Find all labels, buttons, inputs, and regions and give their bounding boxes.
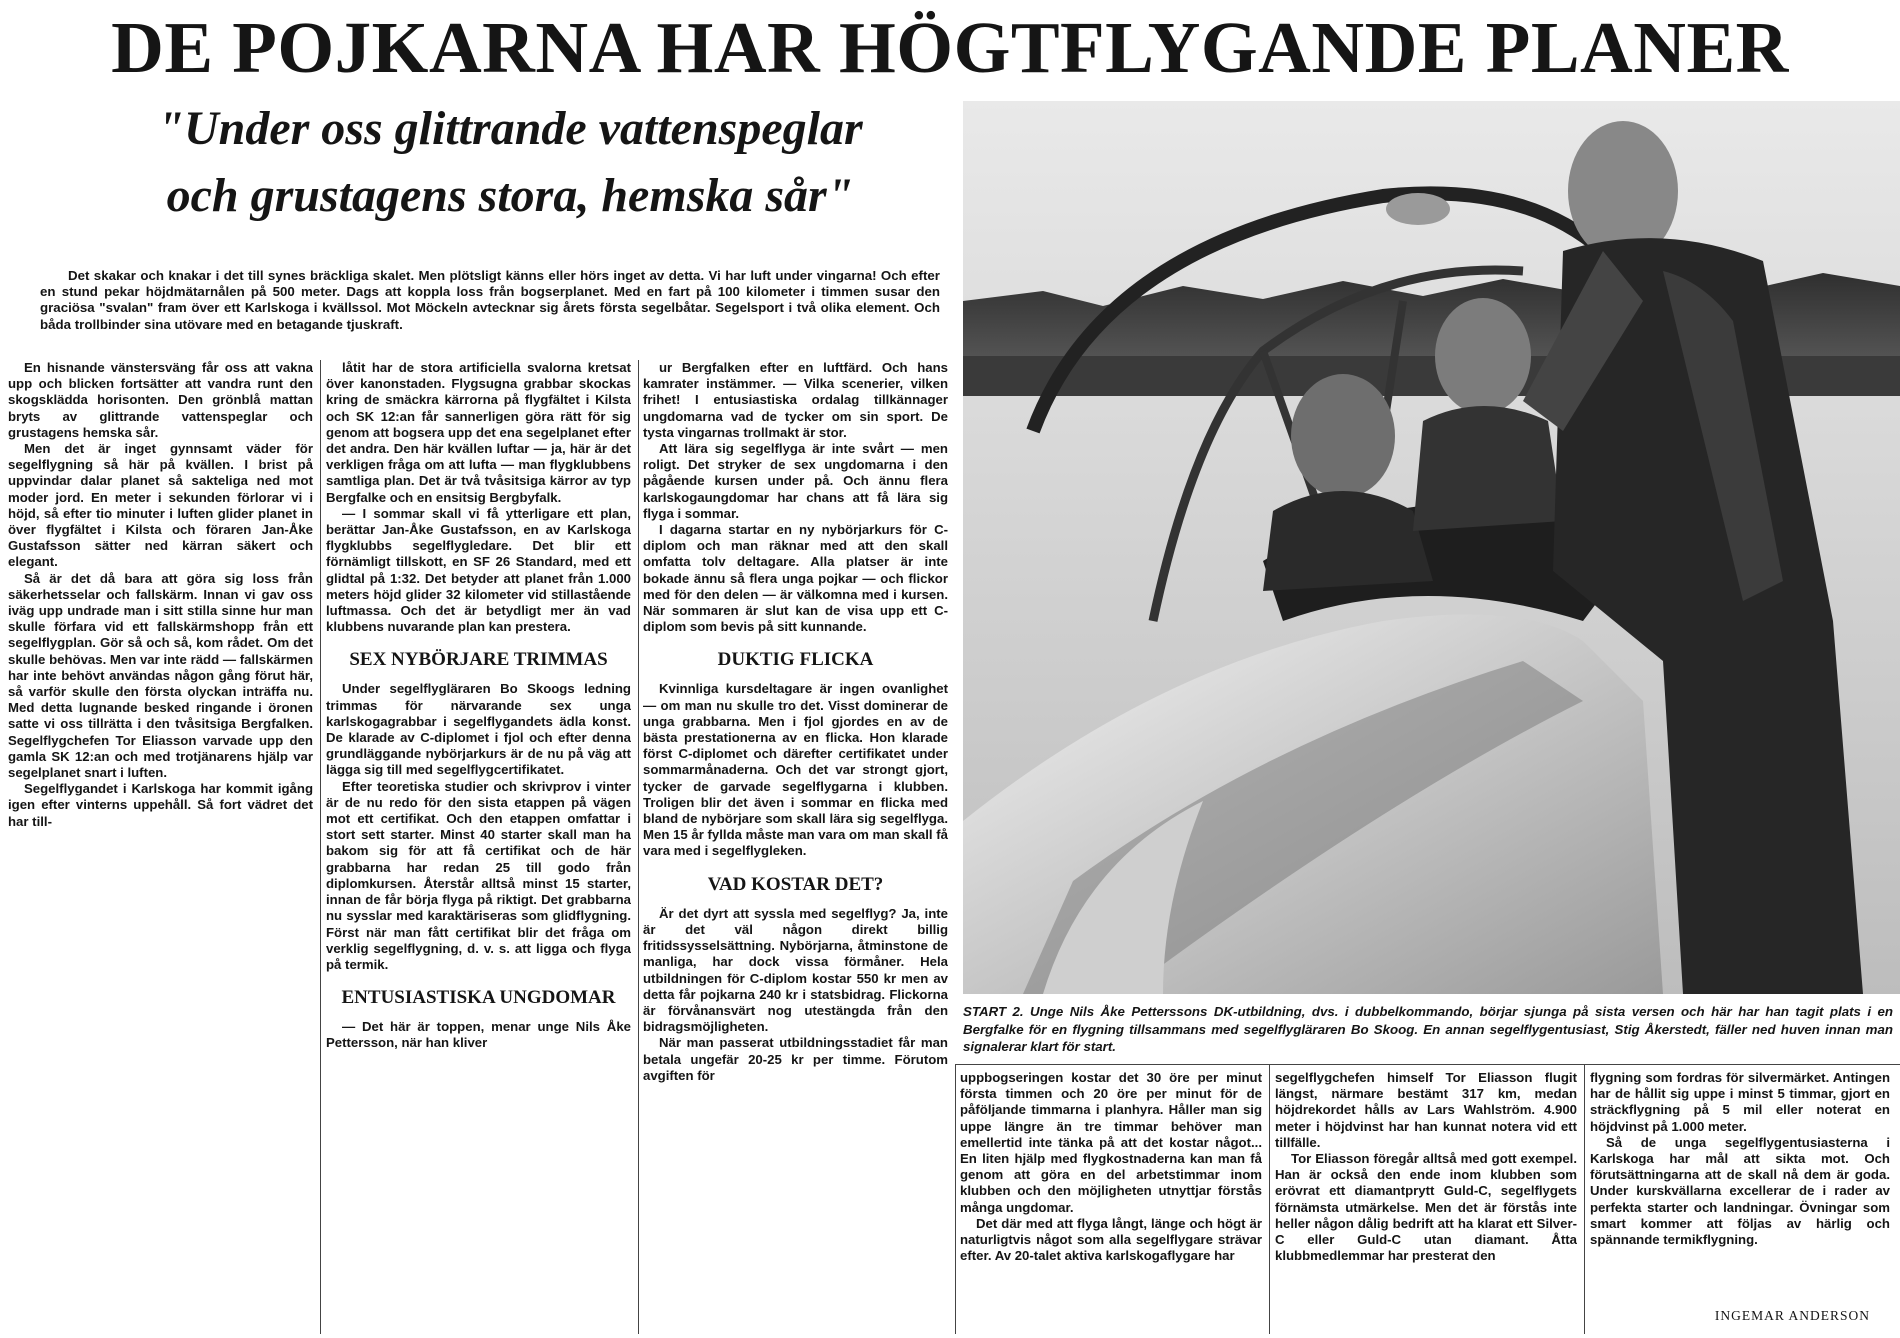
column-divider (1584, 1064, 1585, 1334)
paragraph: Är det dyrt att syssla med segelflyg? Ja, inte är det väl någon direkt billig fritidssysselsättning. Nybörjarna, åtminstone de manliga, har dock vissa förmåner. Hela utbildningen för C-diplom kostar 550 kr men av detta får pojkarna 240 kr i statsbidrag. Flickorna är förvånansvärt nog utestängda från den bidragsmöjligheten. (643, 905, 948, 1035)
column-divider (638, 360, 639, 1334)
subheadline-line1: "Under oss glittrande vattenspeglar (157, 102, 863, 155)
section-heading: ENTUSIASTISKA UNGDOMAR (341, 987, 616, 1009)
paragraph: Så är det då bara att göra sig loss från säkerhetsselar och fallskärm. Innan vi gav oss iväg upp undrade man i sitt stilla sinne hur man skulle förfara vid ett fallskärmshopp från ett segelflygplan. Gör så och så, kom rådet. Om det skulle behövas. Men var inte rädd — fallskärmen har inte behövt användas någon gång förut här, så varför skulle den första olyckan inträffa nu. Med detta lugnande besked ringande i öronen satte vi oss tillrätta i den tvåsitsiga Bergfalken. Segelflygchefen Tor Eliasson varvade upp den gamla SK 12:an och med trotjänarens hjälp var segelplanet snart i luften. (8, 570, 313, 781)
paragraph: uppbogseringen kostar det 30 öre per minut första timmen och 20 öre per minut för de påföljande timmarna i planhyra. Håller man sig uppe längre än tre timmar behöver man emellertid inte tänka på att det kostar något... En liten hjälp med flygkostnaderna kan man få genom att göra en del arbetstimmar inom klubben och den möjligheten utnyttjar förstås många ungdomar. (960, 1070, 1262, 1215)
paragraph: ur Bergfalken efter en luftfärd. Och hans kamrater instämmer. — Vilka scenerier, vilken frihet! I entusiastiska ordalag tillkännager ungdomarna vad de tycker om sin sport. De tysta vingarnas trollmakt är stor. (643, 360, 948, 440)
paragraph: Under segelflygläraren Bo Skoogs ledning trimmas för närvarande sex unga karlskogagrabbar i segelflygandets ädla konst. De klarade av C-diplomet i fjol och efter denna grundläggande nybörjarkurs är de nu på väg att lägga sig till med segelflygcertifikatet. (326, 681, 631, 778)
column-divider (320, 360, 321, 1334)
article-column-4 (960, 1070, 1262, 1332)
paragraph: Så de unga segelflygentusiasterna i Karlskoga har mål att sikta mot. Och förutsättningarna att de skall nå dem är goda. Under kurskvällarna excellerar de i rader av perfekta starter och landningar. Övningar som smart kommer att följas av härlig och spännande termikflygning. (1590, 1134, 1890, 1248)
article-column-1 (8, 360, 313, 970)
caption-rule (955, 1064, 1900, 1065)
lead-paragraph: Det skakar och knakar i det till synes bräckliga skalet. Men plötsligt känns eller hörs inget av detta. Vi har luft under vingarna! Och efter en stund pekar höjdmätarnålen på 500 meter. Dags att koppla loss från bogserplanet. Med en fart på 100 kilometer i timmen susar den graciösa "svalan" fram över ett Karlskoga i kvällssol. Mot Möckeln avtecknar sig årets första segelbåtar. Segelsport i två olika element. Och båda trollbinder sina utövare med en betagande tjuskraft. (40, 268, 940, 332)
paragraph: Tor Eliasson föregår alltså med gott exempel. Han är också den ende inom klubben som erövrat ett diamantprytt Guld-C, segelflygets förnämsta utmärkelse. Men det är förstås inte heller någon dålig bedrift att ha klarat ett Silver-C eller Guld-C utan diamant. Åtta klubbmedlemmar har presterat den (1275, 1151, 1577, 1264)
article-column-2 (326, 360, 631, 1335)
article-column-3 (643, 360, 948, 1335)
paragraph: Efter teoretiska studier och skrivprov i vinter är de nu redo för den sista etappen på vägen mot ett certifikat. Och den etappen omfattar i stort sett starter. Minst 40 starter skall man ha bakom sig för att få certifikat och de här grabbarna har redan 25 till godo från diplomkursen. Återstår alltså minst 15 starter, innan de får börja flyga på riktigt. Det grabbarna nu sysslar med karaktäriseras som glidflygning. Först när man fått certifikat blir det fråga om verklig segelflygning, d. v. s. att ligga och flyga på termik. (326, 778, 631, 972)
paragraph: — Det här är toppen, menar unge Nils Åke Pettersson, när han kliver (326, 1019, 631, 1051)
paragraph: — I sommar skall vi få ytterligare ett plan, berättar Jan-Åke Gustafsson, en av Karlskoga flygklubbs segelflygledare. Det blir ett förnämligt tillskott, en SF 26 Standard, med ett glidtal på 1:32. Det betyder att planet från 1.000 meters höjd glider 32 kilometer vid stillastående luftmassa. Och det är betydligt mer än vad klubbens nuvarande plan kan prestera. (326, 505, 631, 635)
byline: INGEMAR ANDERSON (1714, 1308, 1870, 1323)
article-column-6 (1590, 1070, 1890, 1302)
paragraph: Kvinnliga kursdeltagare är ingen ovanlighet — om man nu skulle tro det. Visst dominerar de unga grabbarna. Men i fjol gjordes en av de bästa prestationerna av en flicka. Hon klarade först C-diplomet och därefter certifikatet under sommarmånaderna. Och det var strongt gjort, tycker de garvade segelflygarna i klubben. Troligen blir det även i sommar en flicka med bland de nybörjare som skall lära sig segelflyga. Men 15 år fyllda måste man vara om man skall få vara med i segelflygleken. (643, 681, 948, 859)
photo-illustration (963, 101, 1900, 994)
section-heading: VAD KOSTAR DET? (707, 873, 884, 895)
paragraph: segelflygchefen himself Tor Eliasson flugit längst, närmare bestämt 317 km, medan höjdrekordet hålls av Lars Wahlström. 4.900 meter i höjdvinst har han kunnat notera vid ett tillfälle. (1275, 1070, 1577, 1150)
article-column-5 (1275, 1070, 1577, 1332)
paragraph: låtit har de stora artificiella svalorna kretsat över kanonstaden. Flygsugna grabbar skockas kring de smäckra kärrorna på flygfältet i Kilsta och SK 12:an får sannerligen göra rätt för sig genom att bogsera upp det ena segelplanet efter det andra. Den här kvällen luftar — ja, här är det verkligen fråga om att lufta — man flygklubbens samtliga plan. Det är två tvåsitsiga kärror av typ Bergfalke och en ensitsig Bergbyfalk. (326, 360, 631, 505)
paragraph: Men det är inget gynnsamt väder för segelflygning så här på kvällen. I brist på uppvindar dalar planet så sakteliga ned mot moder jord. En meter i sekunden förlorar vi i höjd, så efter tio minuter i luften glider planet in över flygfältet i Kilsta och föraren Jan-Åke Gustafsson sätter ned kärran säkert och elegant. (8, 441, 313, 570)
glider-cockpit-photo (963, 101, 1900, 994)
photo-caption: START 2. Unge Nils Åke Petterssons DK-utbildning, dvs. i dubbelkommando, börjar sjunga på sista versen och här har han tagit plats i en Bergfalke för en flygning tillsammans med segelflygläraren Bo Skoog. En annan segelflygentusiast, Stig Åkerstedt, fäller ned huven innan man signalerar klart för start. (963, 1004, 1893, 1054)
paragraph: En hisnande vänstersväng får oss att vakna upp och blicken fortsätter att vandra runt den skogsklädda horisonten. Den grönblå mattan bryts av glittrande vattenspeglar och grustagens hemska sår. (8, 360, 313, 440)
section-heading: DUKTIG FLICKA (717, 649, 874, 671)
paragraph: När man passerat utbildningsstadiet får man betala ungefär 20-25 kr per timme. Förutom avgiften för (643, 1035, 948, 1083)
paragraph: flygning som fordras för silvermärket. Antingen har de hållit sig uppe i minst 5 timmar, gjort en sträckflygning på 5 mil eller noterat en höjdvinst på 1.000 meter. (1590, 1070, 1890, 1134)
section-heading: SEX NYBÖRJARE TRIMMAS (349, 649, 608, 671)
paragraph: Att lära sig segelflyga är inte svårt — men roligt. Det stryker de sex ungdomarna i den pågående kursen under på. Och ännu flera karlskogaungdomar har chans att få lära sig flyga i sommar. (643, 441, 948, 521)
headline: DE POJKARNA HAR HÖGTFLYGANDE PLANER (111, 7, 1789, 88)
paragraph: I dagarna startar en ny nybörjarkurs för C-diplom och man räknar med att den skall omfatta tolv deltagare. Alla platser är inte bokade ännu så flera unga pojkar — och flickor med för den delen — är välkomna med i kursen. När sommaren är slut kan de visa upp ett C-diplom som bevis på sitt kunnande. (643, 522, 948, 635)
paragraph: Segelflygandet i Karlskoga har kommit igång igen efter vinterns uppehåll. Så fort vädret det har till- (8, 781, 313, 829)
paragraph: Det där med att flyga långt, länge och högt är naturligtvis något som alla segelflygare strävar efter. Av 20-talet aktiva karlskogaflygare har (960, 1215, 1262, 1264)
column-divider (1269, 1064, 1270, 1334)
subheadline-line2: och grustagens stora, hemska sår" (166, 169, 854, 222)
column-divider (955, 1064, 956, 1334)
